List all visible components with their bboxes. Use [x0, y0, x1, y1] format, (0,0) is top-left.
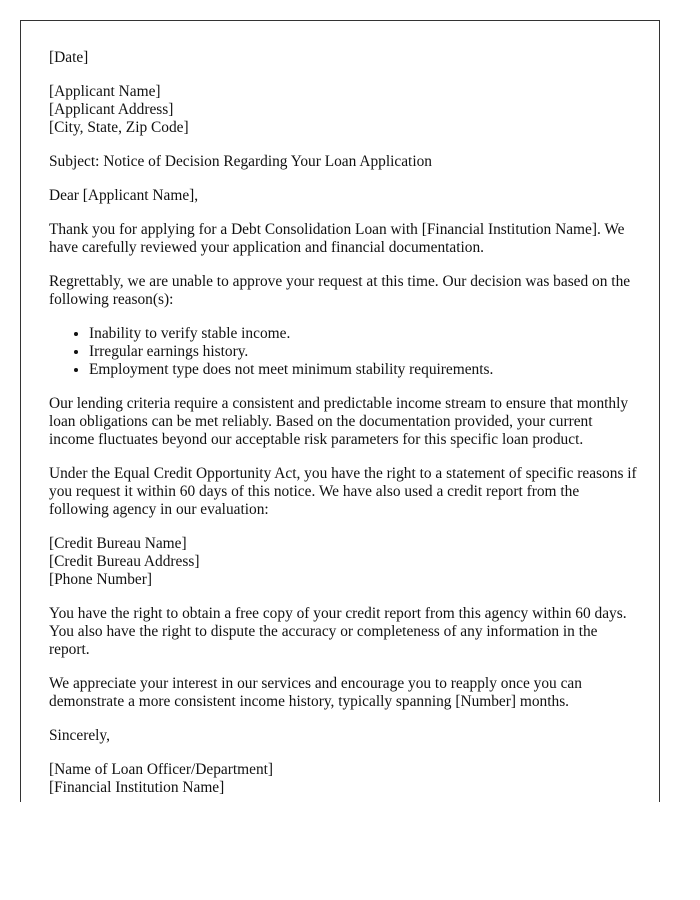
credit-bureau-block — [49, 535, 639, 589]
letter-subject: Subject: Notice of Decision Regarding Your Loan Application — [49, 153, 432, 170]
signature-institution: [Financial Institution Name] — [49, 779, 225, 796]
signature-officer: [Name of Loan Officer/Department] — [49, 761, 274, 778]
paragraph-rights: You have the right to obtain a free copy of your credit report from this agency within 60 days. You also have the right to dispute the accuracy or completeness of any information in the report. — [49, 605, 627, 658]
paragraph-ecoa: Under the Equal Credit Opportunity Act, you have the right to a statement of specific reasons if you request it within 60 days of this notice. We have also used a credit report from the following agency in our evaluation: — [49, 465, 637, 518]
letter-signoff: Sincerely, — [49, 727, 110, 744]
paragraph-closing-note: We appreciate your interest in our services and encourage you to reapply once you can demonstrate a more consistent income history, typically spanning [Number] months. — [49, 675, 582, 710]
signature-block — [49, 761, 639, 797]
credit-bureau-name: [Credit Bureau Name] — [49, 535, 187, 552]
recipient-address-block — [49, 83, 639, 137]
letter-page — [20, 20, 660, 802]
reason-item: • Irregular earnings history. — [89, 343, 639, 361]
reason-item: • Employment type does not meet minimum stability requirements. — [89, 361, 639, 379]
reasons-list — [49, 325, 639, 379]
credit-bureau-address: [Credit Bureau Address] — [49, 553, 200, 570]
recipient-name: [Applicant Name] — [49, 83, 161, 100]
paragraph-decision: Regrettably, we are unable to approve your request at this time. Our decision was based on the following reason(s): — [49, 273, 631, 308]
recipient-address: [Applicant Address] — [49, 101, 174, 118]
credit-bureau-phone: [Phone Number] — [49, 571, 153, 588]
recipient-city-state-zip: [City, State, Zip Code] — [49, 119, 189, 136]
letter-salutation: Dear [Applicant Name], — [49, 187, 199, 204]
paragraph-criteria: Our lending criteria require a consistent and predictable income stream to ensure that monthly loan obligations can be met reliably. Based on the documentation provided, your current income fluctuates beyond our acceptable risk parameters for this specific loan product. — [49, 395, 629, 448]
letter-date: [Date] — [49, 49, 89, 66]
paragraph-intro: Thank you for applying for a Debt Consolidation Loan with [Financial Institution Name]. We have carefully reviewed your application and financial documentation. — [49, 221, 625, 256]
letter-body — [49, 49, 639, 802]
reason-item: • Inability to verify stable income. — [89, 325, 639, 343]
